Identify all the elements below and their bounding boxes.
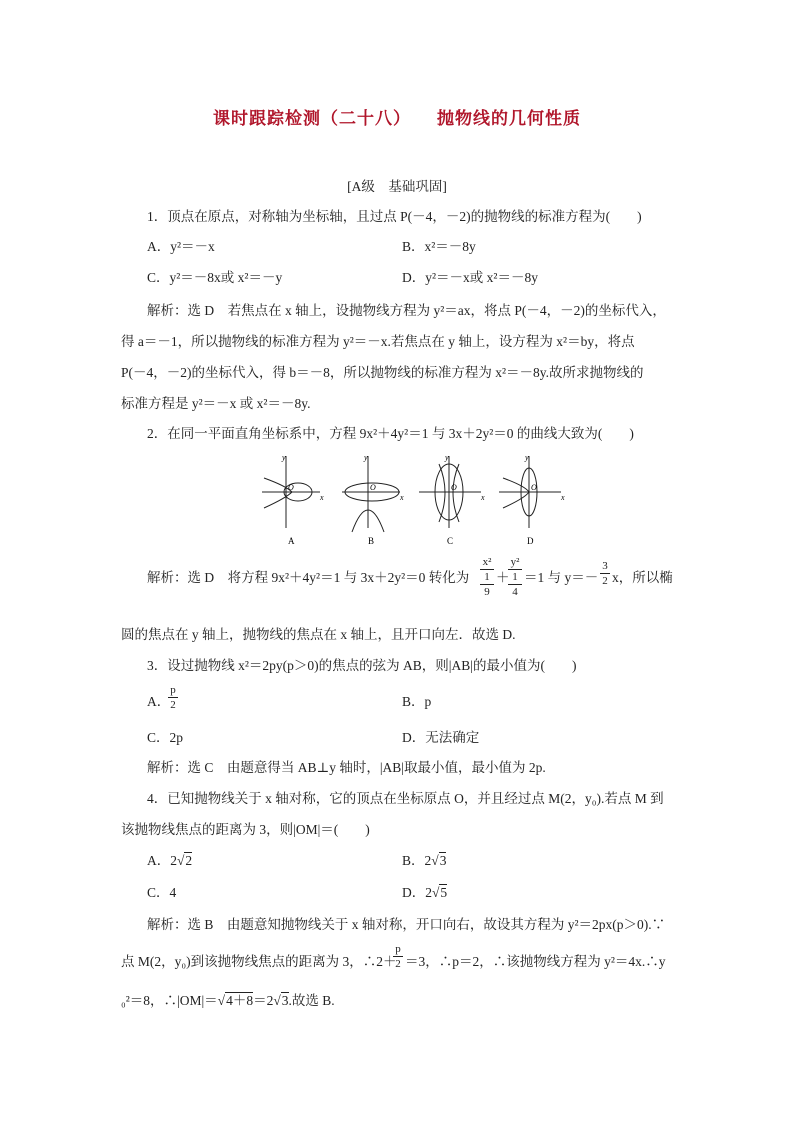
line3-radicand: 4＋8: [226, 993, 254, 1008]
q2-frac2: [508, 556, 522, 598]
q3-option-d: D．无法确定: [402, 730, 480, 745]
q4-solution-line1: 解析：选 B 由题意知抛物线关于 x 轴对称，开口向右，故设其方程为 y²＝2px(p＞0).∵: [147, 917, 666, 932]
q1-option-d: D．y²＝－x或 x²＝－8y: [402, 270, 538, 285]
q2-solution-d: x，所以椭: [612, 570, 673, 585]
title-main: 课时跟踪检测（二十八）: [213, 109, 411, 128]
q3-option-c: C．2p: [147, 730, 184, 745]
frac3-denominator: 2: [602, 575, 608, 587]
q1-solution-line2: 得 a＝－1，所以抛物线的标准方程为 y²＝－x.若焦点在 y 轴上，设方程为 x²＝by，将点: [121, 334, 635, 349]
q2-figure-b: [338, 452, 410, 548]
q4-option-c: C．4: [147, 885, 177, 900]
q2-solution-c: ＝1 与 y＝－: [524, 570, 599, 585]
q4-solution-line2b: ＝3，∴p＝2，∴该抛物线方程为 y²＝4x.∴y: [405, 954, 666, 969]
option-d-prefix: D．2: [402, 885, 432, 900]
frac1-den-den: 9: [484, 586, 490, 598]
q2-figure-d: [495, 452, 567, 548]
origin-label: O: [370, 483, 376, 492]
q4-option-b: B．2√3: [402, 853, 447, 868]
figure-label-a: A: [288, 536, 295, 546]
axis-x-label: x: [400, 493, 404, 502]
q2-figure-a: [258, 452, 330, 548]
axis-x-label: x: [320, 493, 324, 502]
figure-label-b: B: [368, 536, 375, 546]
q4-solution-line2a: 点 M(2，y₀)到该抛物线焦点的距离为 3，∴2＋: [121, 954, 397, 969]
q4-solution-line3: ₀²＝8，∴|OM|＝√4＋8＝2√3.故选 B.: [121, 993, 335, 1008]
figure-label-d: D: [527, 536, 534, 546]
q1-stem: 1．顶点在原点，对称轴为坐标轴，且过点 P(－4，－2)的抛物线的标准方程为( ): [147, 209, 642, 224]
q2-frac3: [600, 560, 610, 587]
option-a-prefix: A．: [147, 694, 171, 709]
q1-solution-line3: P(－4，－2)的坐标代入，得 b＝－8，所以抛物线的标准方程为 x²＝－8y.故所求抛物线的: [121, 365, 644, 380]
frac-numerator: p: [170, 684, 176, 696]
q1-option-b: B．x²＝－8y: [402, 239, 476, 254]
axis-y-label: y: [364, 453, 368, 462]
q3-solution: 解析：选 C 由题意得当 AB⊥y 轴时，|AB|取最小值，最小值为 2p.: [147, 760, 546, 775]
axis-x-label: x: [481, 493, 485, 502]
q2-solution-a: 解析：选 D 将方程 9x²＋4y²＝1 与 3x＋2y²＝0 转化为: [147, 570, 470, 585]
frac-numerator: p: [395, 943, 401, 955]
option-b-prefix: B．2: [402, 853, 432, 868]
q1-solution-line4: 标准方程是 y²＝－x 或 x²＝－8y.: [121, 396, 311, 411]
frac1-den-num: 1: [484, 571, 490, 583]
line3-mid: ＝2: [253, 993, 274, 1008]
q1-option-c: C．y²＝－8x或 x²＝－y: [147, 270, 283, 285]
frac2-den-num: 1: [512, 571, 518, 583]
option-d-radicand: 5: [440, 885, 448, 900]
q3-option-a: [147, 694, 170, 710]
frac-denominator: 2: [395, 958, 401, 970]
q1-option-a: A．y²＝－x: [147, 239, 215, 254]
axis-y-label: y: [282, 453, 286, 462]
q3-option-b: B．p: [402, 694, 432, 709]
axis-y-label: y: [525, 453, 529, 462]
q4-option-d: D．2√5: [402, 885, 448, 900]
frac1-numerator: x²: [482, 556, 492, 568]
origin-label: O: [531, 483, 537, 492]
q4-solution-frac: [393, 943, 403, 970]
frac3-numerator: 3: [602, 560, 608, 572]
section-level: [A级 基础巩固]: [347, 179, 447, 194]
axis-y-label: y: [445, 453, 449, 462]
q4-option-a: A．2√2: [147, 853, 193, 868]
origin-label: O: [288, 483, 294, 492]
axis-x-label: x: [561, 493, 565, 502]
q2-solution-plus: ＋: [496, 570, 510, 585]
frac-denominator: 2: [170, 699, 176, 711]
title-sub: 抛物线的几何性质: [437, 109, 581, 128]
line3-radicand2: 3: [281, 993, 289, 1008]
frac2-den-den: 4: [512, 586, 518, 598]
q4-stem-line2: 该抛物线焦点的距离为 3，则|OM|＝( ): [121, 822, 370, 837]
q3-option-a-frac: [168, 684, 178, 711]
option-a-radicand: 2: [185, 853, 193, 868]
q2-figure-c: [415, 452, 487, 548]
q2-stem: 2．在同一平面直角坐标系中，方程 9x²＋4y²＝1 与 3x＋2y²＝0 的曲线大致为( ): [147, 426, 634, 441]
frac2-numerator: y²: [510, 556, 520, 568]
origin-label: O: [451, 483, 457, 492]
q4-stem-line1: 4．已知抛物线关于 x 轴对称，它的顶点在坐标原点 O，并且经过点 M(2，y₀).若点 M 到: [147, 791, 664, 806]
figure-label-c: C: [447, 536, 454, 546]
line3-suffix: .故选 B.: [288, 993, 335, 1008]
option-a-prefix: A．2: [147, 853, 177, 868]
line3-prefix: ₀²＝8，∴|OM|＝: [121, 993, 218, 1008]
q2-solution-line2: 圆的焦点在 y 轴上，抛物线的焦点在 x 轴上，且开口向左．故选 D.: [121, 627, 516, 642]
q3-stem: 3．设过抛物线 x²＝2py(p＞0)的焦点的弦为 AB，则|AB|的最小值为( ): [147, 658, 577, 673]
option-b-radicand: 3: [439, 853, 447, 868]
page-title: [0, 104, 794, 129]
q1-solution-line1: 解析：选 D 若焦点在 x 轴上，设抛物线方程为 y²＝ax，将点 P(－4，－2)的坐标代入，: [147, 303, 666, 318]
q2-frac1: [480, 556, 494, 598]
